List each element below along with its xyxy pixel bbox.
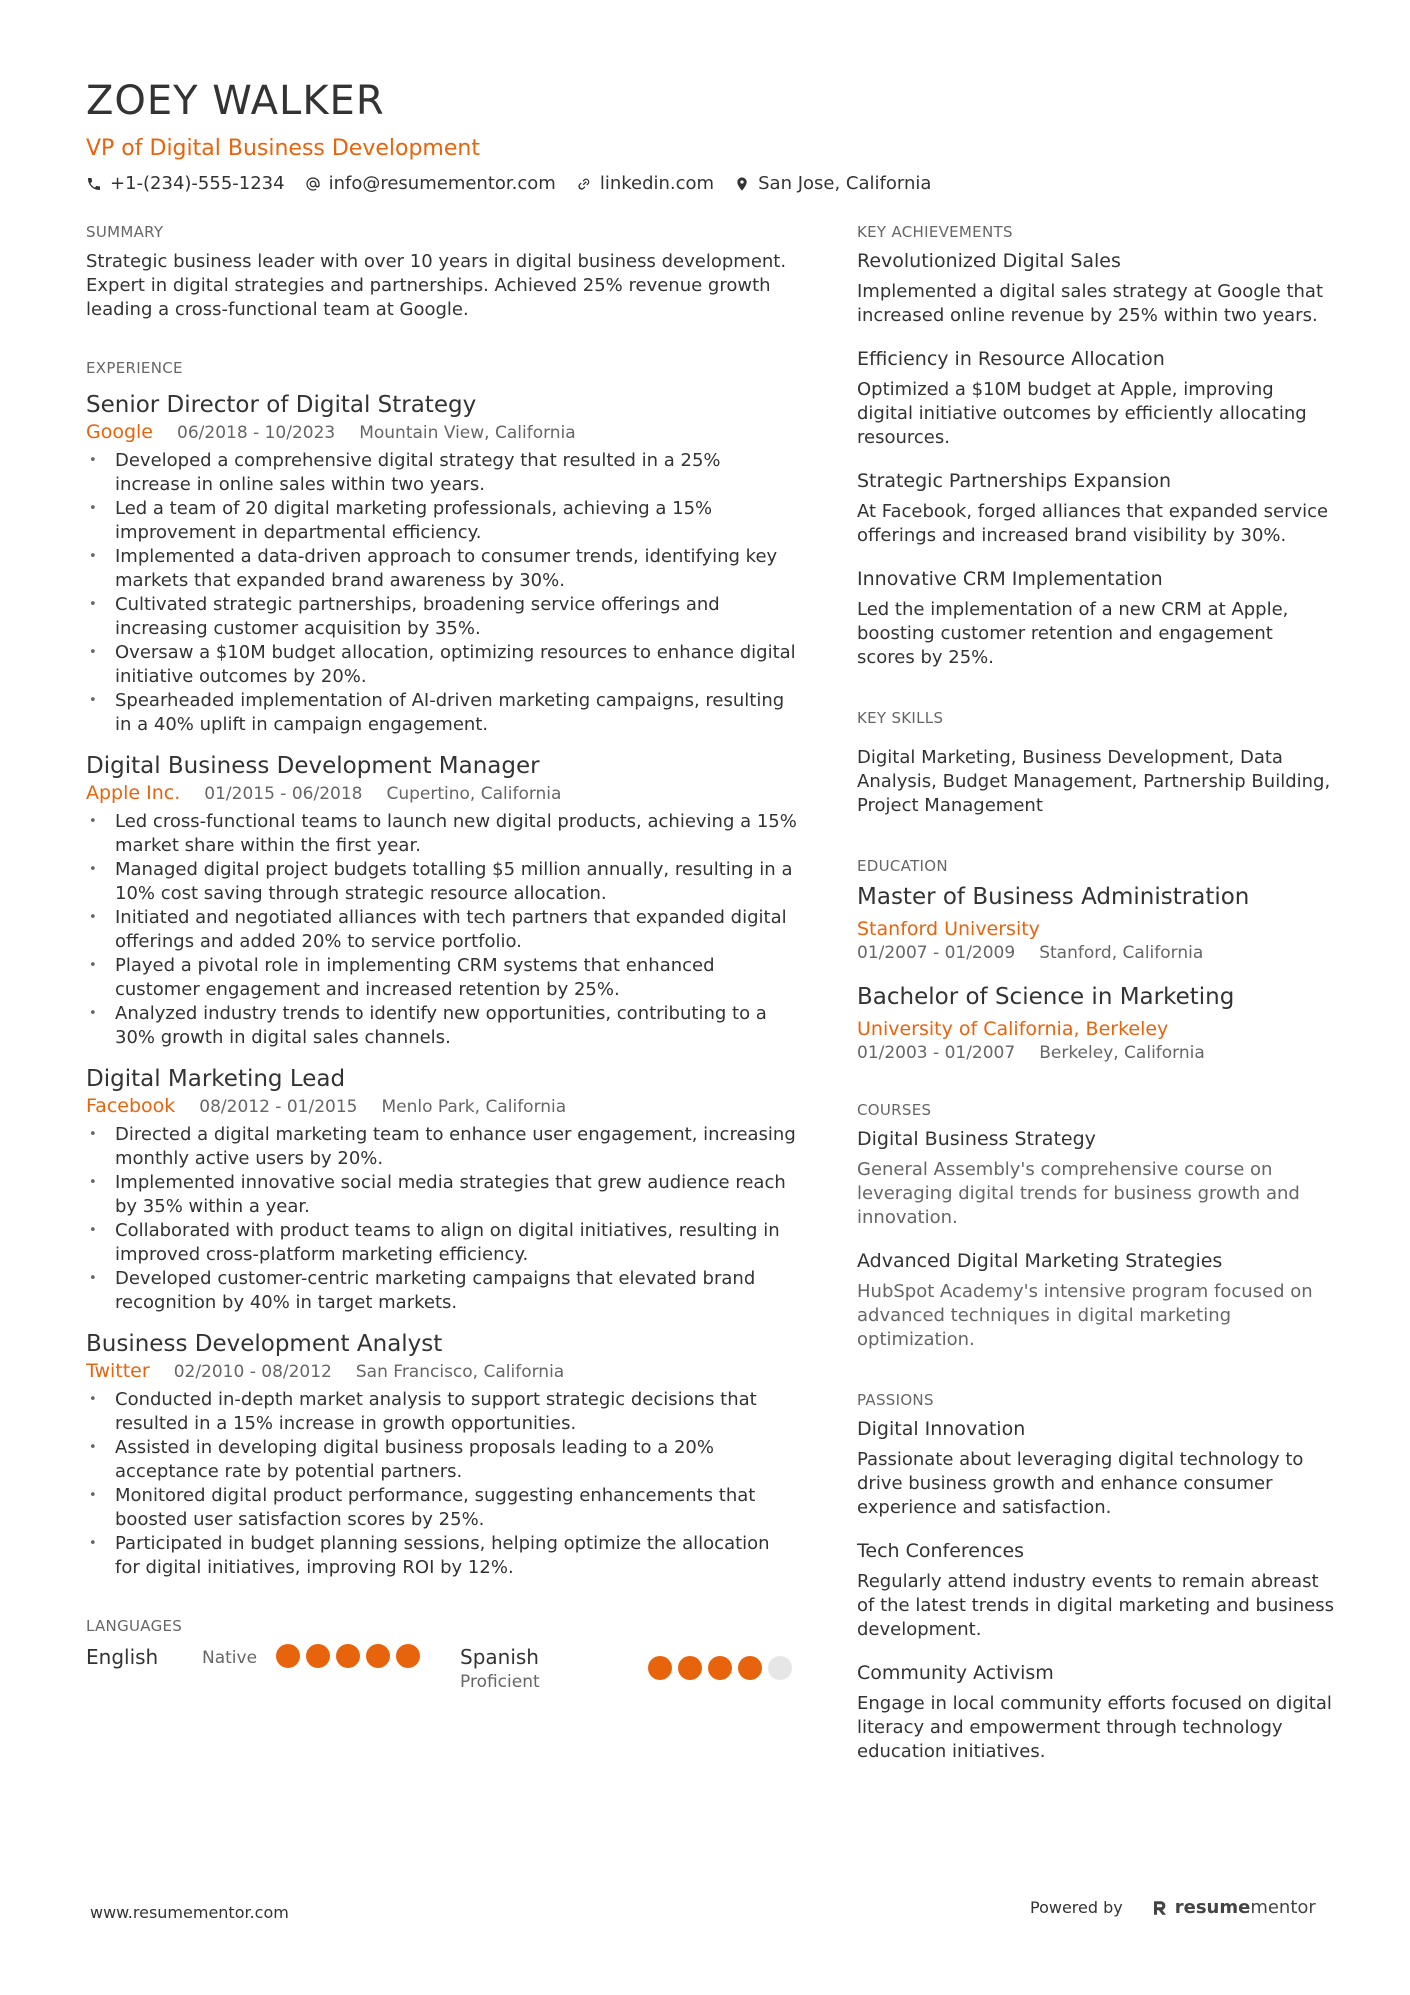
job-company: Twitter xyxy=(86,1360,150,1382)
course-desc: General Assembly's comprehensive course on leveraging digital trends for business growth and innovation. xyxy=(857,1159,1300,1228)
job-entry xyxy=(86,751,798,1050)
section-title: LANGUAGES xyxy=(86,1617,183,1635)
job-company: Google xyxy=(86,421,154,443)
job-bullets xyxy=(86,1123,798,1315)
job-bullet: • Participated in budget planning sessions, helping optimize the allocation for digital initiatives, improving ROI by 12%. xyxy=(86,1532,798,1580)
achievement-title: Strategic Partnerships Expansion xyxy=(857,470,1172,492)
course-item xyxy=(857,1248,1335,1352)
education-school: University of California, Berkeley xyxy=(857,1018,1169,1040)
passion-title: Digital Innovation xyxy=(857,1418,1026,1440)
job-meta xyxy=(86,1094,798,1119)
education-section xyxy=(857,856,1335,1064)
language-name: English xyxy=(86,1645,159,1669)
contact-email[interactable] xyxy=(305,172,556,196)
language-rating xyxy=(648,1656,798,1680)
job-entry xyxy=(86,1329,798,1580)
passion-title: Community Activism xyxy=(857,1662,1054,1684)
rating-dot-filled xyxy=(366,1644,390,1668)
language-rating xyxy=(276,1644,426,1668)
passions-section xyxy=(857,1390,1335,1764)
contact-phone[interactable] xyxy=(86,172,285,196)
achievement-desc: At Facebook, forged alliances that expanded service offerings and increased brand visibility by 30%. xyxy=(857,501,1329,546)
footer-website[interactable]: www.resumementor.com xyxy=(90,1903,289,1922)
skills-text: Digital Marketing, Business Development, Data Analysis, Budget Management, Partnership Building, Project Management xyxy=(857,747,1331,816)
job-bullets xyxy=(86,449,798,737)
achievement-item xyxy=(857,346,1335,450)
education-location: Berkeley, California xyxy=(1039,1043,1205,1063)
job-bullet: • Developed customer-centric marketing campaigns that elevated brand recognition by 40% in target markets. xyxy=(86,1267,798,1315)
brand-logo[interactable] xyxy=(1151,1897,1316,1918)
language-item xyxy=(460,1644,798,1694)
job-bullet: • Implemented a data-driven approach to consumer trends, identifying key markets that expanded brand awareness by 30%. xyxy=(86,545,798,593)
job-location: Mountain View, California xyxy=(359,423,576,443)
rating-dot-filled xyxy=(396,1644,420,1668)
achievement-item xyxy=(857,468,1335,548)
rating-dot-filled xyxy=(708,1656,732,1680)
achievement-desc: Led the implementation of a new CRM at Apple, boosting customer retention and engagement scores by 25%. xyxy=(857,599,1289,668)
rating-dot-filled xyxy=(738,1656,762,1680)
job-dates: 06/2018 - 10/2023 xyxy=(177,423,336,443)
job-bullet: • Analyzed industry trends to identify new opportunities, contributing to a 30% growth in digital sales channels. xyxy=(86,1002,798,1050)
brand-rest: mentor xyxy=(1250,1897,1316,1918)
job-title: Digital Marketing Lead xyxy=(86,1066,346,1092)
passion-title: Tech Conferences xyxy=(857,1540,1025,1562)
passion-desc: Engage in local community efforts focused on digital literacy and empowerment through technology education initiatives. xyxy=(857,1693,1332,1762)
job-bullet: • Managed digital project budgets totalling $5 million annually, resulting in a 10% cost saving through strategic resource allocation. xyxy=(86,858,798,906)
achievements-section xyxy=(857,222,1335,670)
achievement-desc: Optimized a $10M budget at Apple, improving digital initiative outcomes by efficiently allocating resources. xyxy=(857,379,1307,448)
powered-by-label: Powered by xyxy=(1030,1898,1123,1917)
job-dates: 02/2010 - 08/2012 xyxy=(173,1362,332,1382)
section-title: EXPERIENCE xyxy=(86,359,183,377)
email-text: info@resumementor.com xyxy=(328,173,556,194)
phone-icon xyxy=(86,176,102,192)
phone-text: +1-(234)-555-1234 xyxy=(110,173,285,194)
right-column xyxy=(857,222,1335,1764)
languages-section xyxy=(86,1616,798,1694)
location-text: San Jose, California xyxy=(758,173,932,194)
section-title: KEY ACHIEVEMENTS xyxy=(857,223,1013,241)
job-entry xyxy=(86,390,798,737)
achievement-title: Innovative CRM Implementation xyxy=(857,568,1163,590)
job-meta xyxy=(86,781,798,806)
job-title: Business Development Analyst xyxy=(86,1331,443,1357)
education-school: Stanford University xyxy=(857,918,1040,940)
resumementor-logo-icon xyxy=(1151,1899,1169,1917)
job-location: Cupertino, California xyxy=(386,784,562,804)
job-title: Digital Business Development Manager xyxy=(86,753,540,779)
education-dates: 01/2007 - 01/2009 xyxy=(857,943,1016,963)
job-bullets xyxy=(86,1388,798,1580)
candidate-name: ZOEY WALKER xyxy=(86,78,385,124)
language-name: Spanish xyxy=(460,1645,539,1669)
skills-section xyxy=(857,708,1335,818)
rating-dot-filled xyxy=(276,1644,300,1668)
language-item xyxy=(86,1644,460,1670)
job-location: San Francisco, California xyxy=(355,1362,565,1382)
job-bullet: • Directed a digital marketing team to enhance user engagement, increasing monthly active users by 20%. xyxy=(86,1123,798,1171)
job-bullet: • Led a team of 20 digital marketing professionals, achieving a 15% improvement in departmental efficiency. xyxy=(86,497,798,545)
job-bullet: • Implemented innovative social media strategies that grew audience reach by 35% within a year. xyxy=(86,1171,798,1219)
section-title: KEY SKILLS xyxy=(857,709,944,727)
job-bullet: • Monitored digital product performance, suggesting enhancements that boosted user satisfaction scores by 25%. xyxy=(86,1484,798,1532)
link-icon xyxy=(576,176,592,192)
course-desc: HubSpot Academy's intensive program focused on advanced techniques in digital marketing optimization. xyxy=(857,1281,1313,1350)
language-level: Native xyxy=(202,1648,258,1668)
section-title: COURSES xyxy=(857,1101,932,1119)
education-meta xyxy=(857,942,1335,964)
passion-desc: Passionate about leveraging digital technology to drive business growth and enhance consumer experience and satisfaction. xyxy=(857,1449,1304,1518)
section-title: EDUCATION xyxy=(857,857,948,875)
contact-linkedin[interactable] xyxy=(576,172,714,196)
job-bullet: • Initiated and negotiated alliances with tech partners that expanded digital offerings and added 20% to service portfolio. xyxy=(86,906,798,954)
left-column xyxy=(86,222,798,1694)
job-bullet: • Spearheaded implementation of AI-driven marketing campaigns, resulting in a 40% uplift in campaign engagement. xyxy=(86,689,798,737)
education-dates: 01/2003 - 01/2007 xyxy=(857,1043,1016,1063)
resume-header xyxy=(86,78,1326,196)
language-row xyxy=(86,1644,798,1694)
education-item xyxy=(857,982,1335,1064)
passion-item xyxy=(857,1416,1335,1520)
passion-desc: Regularly attend industry events to remain abreast of the latest trends in digital marketing and business development. xyxy=(857,1571,1334,1640)
section-title: PASSIONS xyxy=(857,1391,934,1409)
experience-section xyxy=(86,358,798,1580)
education-meta xyxy=(857,1042,1335,1064)
job-meta xyxy=(86,1359,798,1384)
education-location: Stanford, California xyxy=(1039,943,1204,963)
rating-dot-filled xyxy=(336,1644,360,1668)
job-bullet: • Played a pivotal role in implementing CRM systems that enhanced customer engagement and increased retention by 25%. xyxy=(86,954,798,1002)
summary-section xyxy=(86,222,798,322)
rating-dot-filled xyxy=(306,1644,330,1668)
course-title: Digital Business Strategy xyxy=(857,1128,1096,1150)
contact-location xyxy=(734,172,931,196)
achievement-item xyxy=(857,566,1335,670)
job-company: Facebook xyxy=(86,1095,176,1117)
linkedin-text: linkedin.com xyxy=(599,173,715,194)
course-item xyxy=(857,1126,1335,1230)
job-entry xyxy=(86,1064,798,1315)
job-bullet: • Oversaw a $10M budget allocation, optimizing resources to enhance digital initiative outcomes by 20%. xyxy=(86,641,798,689)
job-title: Senior Director of Digital Strategy xyxy=(86,392,477,418)
job-meta xyxy=(86,420,798,445)
rating-dot-empty xyxy=(768,1656,792,1680)
job-bullet: • Led cross-functional teams to launch new digital products, achieving a 15% market share within the first year. xyxy=(86,810,798,858)
rating-dot-filled xyxy=(648,1656,672,1680)
location-pin-icon xyxy=(734,176,750,192)
job-bullet: • Cultivated strategic partnerships, broadening service offerings and increasing customer acquisition by 35%. xyxy=(86,593,798,641)
job-bullet: • Conducted in-depth market analysis to support strategic decisions that resulted in a 15% increase in growth opportunities. xyxy=(86,1388,798,1436)
course-title: Advanced Digital Marketing Strategies xyxy=(857,1250,1223,1272)
job-bullet: • Collaborated with product teams to align on digital initiatives, resulting in improved cross-platform marketing efficiency. xyxy=(86,1219,798,1267)
achievement-desc: Implemented a digital sales strategy at Google that increased online revenue by 25% within two years. xyxy=(857,281,1323,326)
job-dates: 08/2012 - 01/2015 xyxy=(199,1097,358,1117)
summary-text: Strategic business leader with over 10 years in digital business development. Expert in digital strategies and partnerships. Achieved 25% revenue growth leading a cross-functional team at Google. xyxy=(86,251,787,320)
section-title: SUMMARY xyxy=(86,223,164,241)
courses-section xyxy=(857,1100,1335,1352)
footer-brand xyxy=(1030,1897,1316,1918)
candidate-role: VP of Digital Business Development xyxy=(86,136,480,161)
job-bullet: • Developed a comprehensive digital strategy that resulted in a 25% increase in online sales within two years. xyxy=(86,449,798,497)
contact-bar xyxy=(86,172,1326,196)
job-bullets xyxy=(86,810,798,1050)
job-bullet: • Assisted in developing digital business proposals leading to a 20% acceptance rate by potential partners. xyxy=(86,1436,798,1484)
job-company: Apple Inc. xyxy=(86,782,181,804)
education-item xyxy=(857,882,1335,964)
rating-dot-filled xyxy=(678,1656,702,1680)
education-degree: Bachelor of Science in Marketing xyxy=(857,984,1235,1010)
job-location: Menlo Park, California xyxy=(381,1097,567,1117)
education-degree: Master of Business Administration xyxy=(857,884,1250,910)
brand-bold: resume xyxy=(1174,1897,1251,1918)
achievement-title: Revolutionized Digital Sales xyxy=(857,250,1121,272)
at-icon xyxy=(305,176,321,192)
passion-item xyxy=(857,1538,1335,1642)
achievement-title: Efficiency in Resource Allocation xyxy=(857,348,1165,370)
achievement-item xyxy=(857,248,1335,328)
passion-item xyxy=(857,1660,1335,1764)
job-dates: 01/2015 - 06/2018 xyxy=(204,784,363,804)
language-level: Proficient xyxy=(460,1672,540,1692)
